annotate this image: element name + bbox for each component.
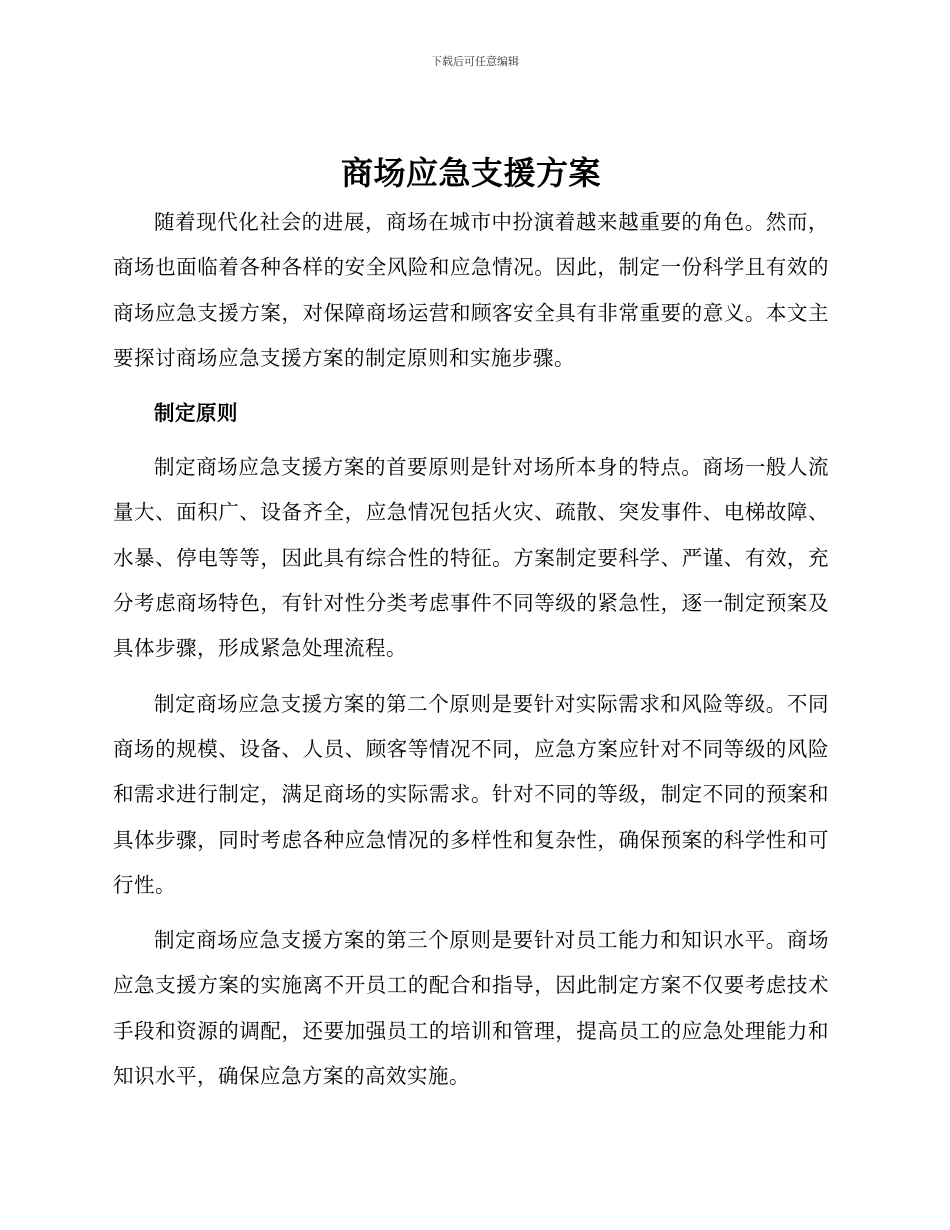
principle-paragraph-3: 制定商场应急支援方案的第三个原则是要针对员工能力和知识水平。商场应急支援方案的实施离不开员工的配合和指导，因此制定方案不仅要考虑技术手段和资源的调配，还要加强员工的培训和管理，提高员工的应急处理能力和知识水平，确保应急方案的高效实施。 <box>113 928 829 1089</box>
principle-paragraph-1: 制定商场应急支援方案的首要原则是针对场所本身的特点。商场一般人流量大、面积广、设备齐全，应急情况包括火灾、疏散、突发事件、电梯故障、水暴、停电等等，因此具有综合性的特征。方案制定要科学、严谨、有效，充分考虑商场特色，有针对性分类考虑事件不同等级的紧急性，逐一制定预案及具体步骤，形成紧急处理流程。 <box>113 455 829 661</box>
header-note: 下载后可任意编辑 <box>431 55 519 68</box>
paragraph-gap <box>113 672 829 682</box>
document-body <box>113 150 829 1099</box>
principle-paragraph-2: 制定商场应急支援方案的第二个原则是要针对实际需求和风险等级。不同商场的规模、设备、人员、顾客等情况不同，应急方案应针对不同等级的风险和需求进行制定，满足商场的实际需求。针对不同的等级，制定不同的预案和具体步骤，同时考虑各种应急情况的多样性和复杂性，确保预案的科学性和可行性。 <box>113 691 829 897</box>
intro-paragraph: 随着现代化社会的进展，商场在城市中扮演着越来越重要的角色。然而，商场也面临着各种各样的安全风险和应急情况。因此，制定一份科学且有效的商场应急支援方案，对保障商场运营和顾客安全具有非常重要的意义。本文主要探讨商场应急支援方案的制定原则和实施步骤。 <box>113 210 829 370</box>
section-heading: 制定原则 <box>154 401 238 426</box>
document-title: 商场应急支援方案 <box>340 154 601 192</box>
paragraph-gap <box>113 908 829 918</box>
